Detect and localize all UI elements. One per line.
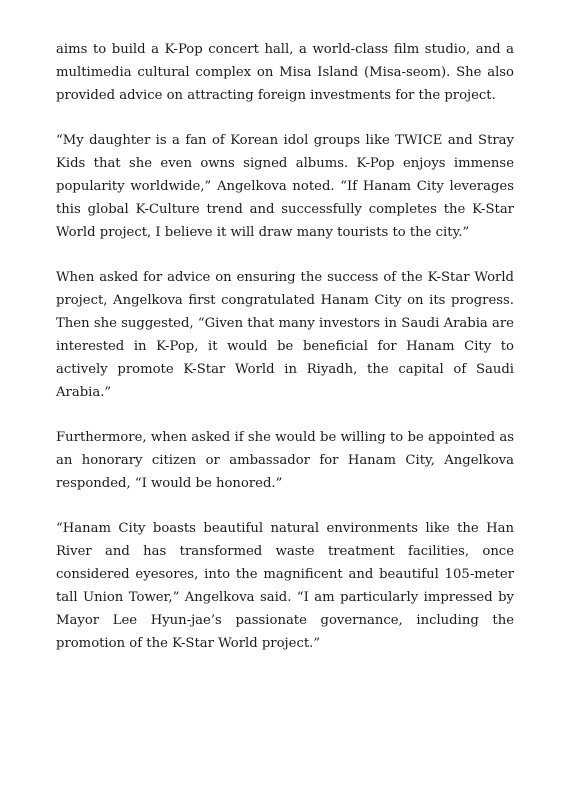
paragraph-5: “Hanam City boasts beautiful natural environments like the Han River and has transformed waste treatment facilities, once considered eyesores, into the magnificent and beautiful 105-meter tall Union Tower,” Angelkova said. “I am particularly impressed by Mayor Lee Hyun-jae’s passionate governance, including the promotion of the K-Star World project.” [56,521,514,651]
paragraph-2: “My daughter is a fan of Korean idol groups like TWICE and Stray Kids that she even owns signed albums. K-Pop enjoys immense popularity worldwide,” Angelkova noted. “If Hanam City leverages this global K-Culture trend and successfully completes the K-Star World project, I believe it will draw many tourists to the city.” [56,133,514,240]
paragraph-4: Furthermore, when asked if she would be willing to be appointed as an honorary citizen or ambassador for Hanam City, Angelkova responded, “I would be honored.” [56,430,514,491]
article-body [56,38,514,677]
paragraph-1: aims to build a K-Pop concert hall, a world-class film studio, and a multimedia cultural complex on Misa Island (Misa-seom). She also provided advice on attracting foreign investments for the project. [56,42,514,103]
paragraph-3: When asked for advice on ensuring the success of the K-Star World project, Angelkova first congratulated Hanam City on its progress. Then she suggested, “Given that many investors in Saudi Arabia are interested in K-Pop, it would be beneficial for Hanam City to actively promote K-Star World in Riyadh, the capital of Saudi Arabia.” [56,270,514,400]
